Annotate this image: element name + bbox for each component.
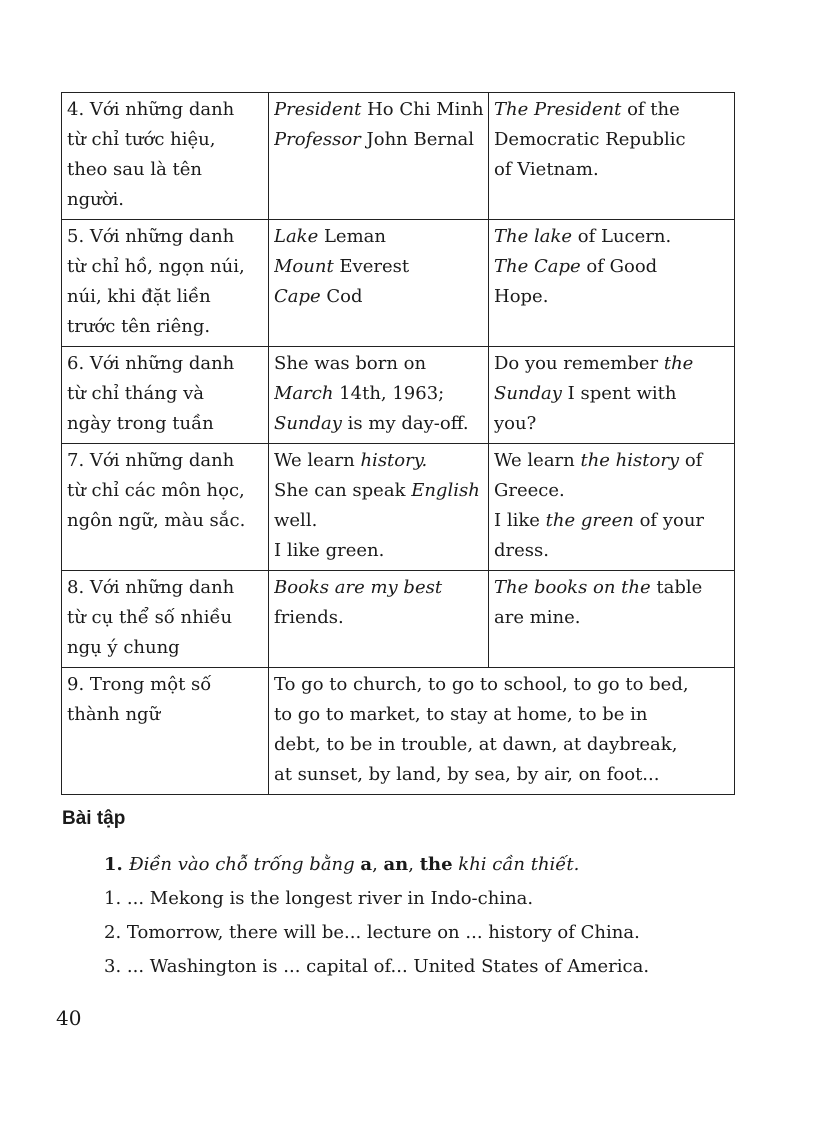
text-segment: of — [679, 450, 703, 471]
text-line — [67, 312, 264, 342]
text-segment: We learn — [274, 450, 361, 471]
text-line — [67, 409, 264, 439]
text-line — [494, 603, 730, 633]
text-line — [67, 633, 264, 663]
text-line — [67, 446, 264, 476]
table-row — [62, 444, 735, 571]
text-segment: The books on the — [494, 577, 651, 598]
no-article-example-cell — [269, 444, 489, 571]
rule-cell — [62, 93, 269, 220]
text-segment: are mine. — [494, 607, 581, 628]
text-segment: Do you remember — [494, 353, 664, 374]
text-segment: trước tên riêng. — [67, 316, 211, 337]
text-line — [274, 506, 484, 536]
exercise-instruction — [104, 848, 649, 882]
text-segment: of your — [633, 510, 705, 531]
text-line — [274, 379, 484, 409]
text-segment: theo sau là tên — [67, 159, 203, 180]
text-segment: dress. — [494, 540, 549, 561]
text-segment: Lake — [274, 226, 319, 247]
exercise-item: 3. ... Washington is ... capital of... United States of America. — [104, 956, 650, 977]
text-segment: Sunday — [274, 413, 342, 434]
text-line — [494, 446, 730, 476]
text-segment: 6. Với những danh — [67, 353, 235, 374]
text-line: To go to church, to go to school, to go to bed, — [274, 674, 689, 695]
text-line — [274, 252, 484, 282]
text-line — [67, 155, 264, 185]
text-segment: 5. Với những danh — [67, 226, 235, 247]
text-line — [274, 349, 484, 379]
article-usage-table — [61, 92, 735, 795]
table-row — [62, 220, 735, 347]
text-segment: Sunday — [494, 383, 562, 404]
text-segment: núi, khi đặt liền — [67, 286, 211, 307]
text-segment: I like — [494, 510, 546, 531]
text-segment: 4. Với những danh — [67, 99, 235, 120]
text-line — [67, 252, 264, 282]
text-segment: 8. Với những danh — [67, 577, 235, 598]
text-segment: từ chỉ hồ, ngọn núi, — [67, 256, 245, 277]
text-segment: She can speak — [274, 480, 412, 501]
instruction-segment: the — [419, 854, 453, 875]
text-line: debt, to be in trouble, at dawn, at daybreak, — [274, 734, 678, 755]
table-row — [62, 347, 735, 444]
text-line — [274, 409, 484, 439]
text-line — [274, 125, 484, 155]
text-line — [494, 409, 730, 439]
text-segment: the history — [580, 450, 680, 471]
text-line — [67, 476, 264, 506]
text-segment: history. — [360, 450, 428, 471]
table-row — [62, 668, 735, 795]
idiom-examples-cell — [269, 668, 735, 795]
instruction-segment: a — [360, 854, 373, 875]
text-segment: the — [663, 353, 694, 374]
text-line — [67, 573, 264, 603]
text-segment: Cape — [274, 286, 321, 307]
text-line — [67, 95, 264, 125]
text-segment: ngụ ý chung — [67, 637, 180, 658]
text-segment: I spent with — [561, 383, 677, 404]
rule-cell — [62, 444, 269, 571]
text-line — [494, 125, 730, 155]
text-line — [274, 603, 484, 633]
instruction-segment: Điền vào chỗ trống bằng — [129, 854, 361, 875]
text-line — [494, 282, 730, 312]
text-segment: Greece. — [494, 480, 565, 501]
exercise-item: 2. Tomorrow, there will be... lecture on ... history of China. — [104, 922, 640, 943]
text-line — [494, 155, 730, 185]
text-segment: well. — [274, 510, 318, 531]
text-segment: ngôn ngữ, màu sắc. — [67, 510, 246, 531]
with-article-example-cell — [489, 444, 735, 571]
text-segment: of Good — [580, 256, 658, 277]
section-heading: Bài tập — [62, 808, 126, 829]
text-segment: Cod — [320, 286, 363, 307]
text-line — [274, 446, 484, 476]
text-line — [274, 222, 484, 252]
text-line — [67, 282, 264, 312]
text-segment: Leman — [318, 226, 386, 247]
text-segment: March — [274, 383, 334, 404]
text-segment: Everest — [333, 256, 410, 277]
with-article-example-cell — [489, 93, 735, 220]
text-line — [274, 95, 484, 125]
text-line — [494, 506, 730, 536]
text-segment: of Vietnam. — [494, 159, 599, 180]
no-article-example-cell — [269, 220, 489, 347]
text-segment: the green — [545, 510, 634, 531]
instruction-segment: , — [372, 854, 384, 875]
text-line — [67, 506, 264, 536]
text-line — [274, 282, 484, 312]
text-segment: The Cape — [494, 256, 581, 277]
text-line — [494, 349, 730, 379]
text-segment: Ho Chi Minh — [361, 99, 484, 120]
text-segment: Hope. — [494, 286, 549, 307]
text-line — [67, 349, 264, 379]
text-line: thành ngữ — [67, 704, 161, 725]
text-line — [67, 125, 264, 155]
text-segment: Democratic Republic — [494, 129, 686, 150]
text-segment: John Bernal — [360, 129, 475, 150]
text-segment: She was born on — [274, 353, 427, 374]
text-segment: 14th, 1963; — [333, 383, 445, 404]
page-number: 40 — [56, 1006, 82, 1030]
text-segment: We learn — [494, 450, 581, 471]
text-line — [494, 95, 730, 125]
text-line — [274, 573, 484, 603]
text-line — [494, 379, 730, 409]
text-segment: I like green. — [274, 540, 385, 561]
text-line — [274, 536, 484, 566]
text-line — [274, 476, 484, 506]
exercise-block — [104, 848, 649, 984]
text-segment: từ chỉ tước hiệu, — [67, 129, 216, 150]
text-segment: you? — [494, 413, 537, 434]
rule-cell — [62, 220, 269, 347]
text-segment: Professor — [274, 129, 361, 150]
text-line: at sunset, by land, by sea, by air, on foot... — [274, 764, 660, 785]
rule-cell — [62, 571, 269, 668]
text-line — [494, 476, 730, 506]
text-segment: friends. — [274, 607, 344, 628]
text-segment: table — [650, 577, 703, 598]
with-article-example-cell — [489, 220, 735, 347]
text-segment: The President — [494, 99, 622, 120]
text-segment: từ chỉ các môn học, — [67, 480, 245, 501]
instruction-segment: , — [408, 854, 420, 875]
text-segment: từ cụ thể số nhiều — [67, 607, 233, 628]
text-segment: ngày trong tuần — [67, 413, 214, 434]
table-body — [62, 93, 735, 795]
instruction-segment: khi cần thiết. — [452, 854, 580, 875]
text-segment: of Lucern. — [572, 226, 672, 247]
text-segment: is my day-off. — [341, 413, 469, 434]
table-row — [62, 93, 735, 220]
text-segment: President — [274, 99, 362, 120]
text-segment: The lake — [494, 226, 573, 247]
text-line — [494, 252, 730, 282]
instruction-segment: 1. — [104, 854, 130, 875]
text-segment: Books are my best — [274, 577, 443, 598]
text-line: 9. Trong một số — [67, 674, 212, 695]
text-line — [67, 379, 264, 409]
text-segment: of the — [621, 99, 680, 120]
text-line — [67, 222, 264, 252]
text-line — [494, 573, 730, 603]
rule-cell — [62, 668, 269, 795]
text-segment: từ chỉ tháng và — [67, 383, 204, 404]
no-article-example-cell — [269, 347, 489, 444]
text-segment: 7. Với những danh — [67, 450, 235, 471]
text-segment: Mount — [274, 256, 334, 277]
text-line — [67, 185, 264, 215]
text-line — [494, 222, 730, 252]
table-row — [62, 571, 735, 668]
with-article-example-cell — [489, 347, 735, 444]
exercise-item: 1. ... Mekong is the longest river in Indo-china. — [104, 888, 534, 909]
text-segment: người. — [67, 189, 125, 210]
no-article-example-cell — [269, 93, 489, 220]
with-article-example-cell — [489, 571, 735, 668]
no-article-example-cell — [269, 571, 489, 668]
instruction-segment: an — [383, 854, 409, 875]
text-line — [494, 536, 730, 566]
text-segment: English — [411, 480, 480, 501]
text-line: to go to market, to stay at home, to be in — [274, 704, 648, 725]
text-line — [67, 603, 264, 633]
rule-cell — [62, 347, 269, 444]
